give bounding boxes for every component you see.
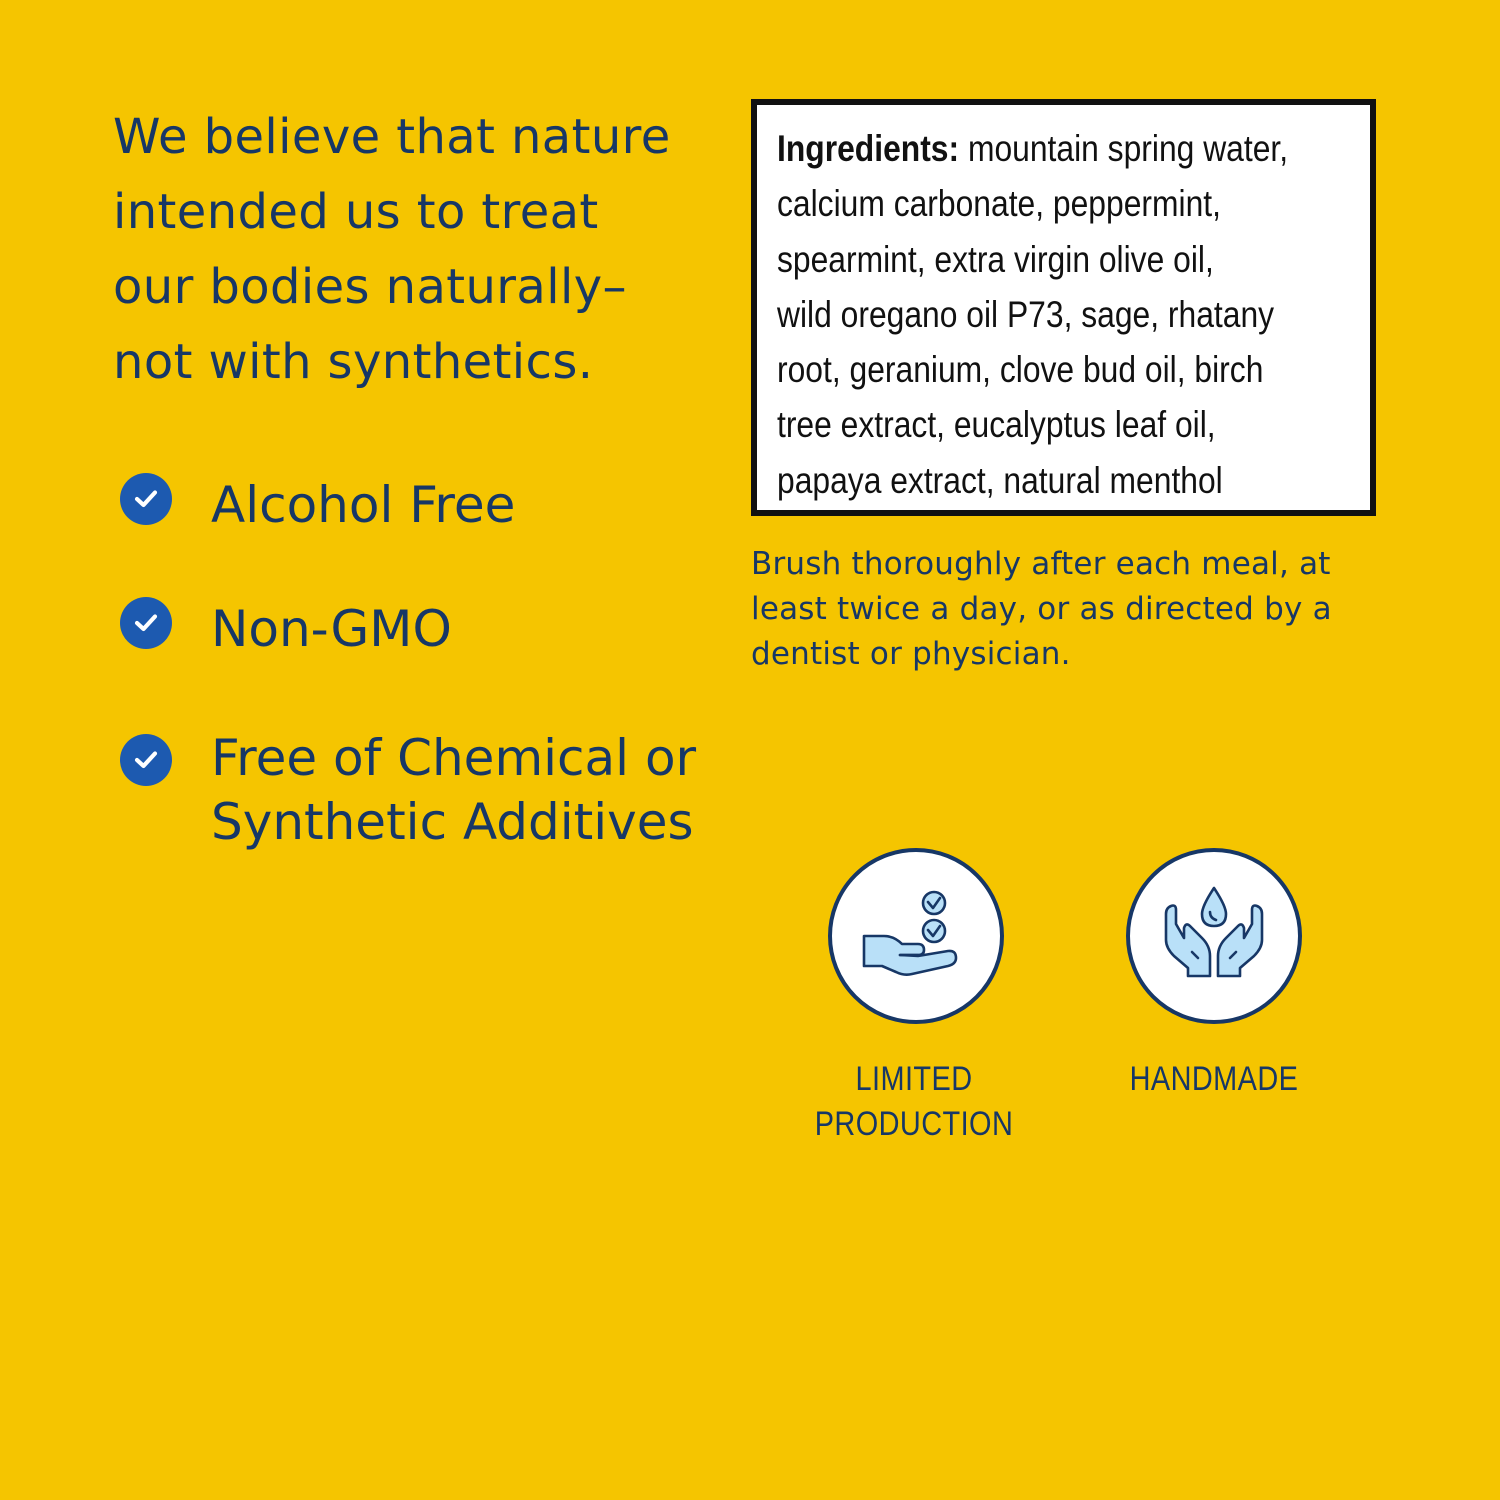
feature-label-line: Synthetic Additives bbox=[211, 793, 694, 851]
ingredients-line: root, geranium, clove bud oil, birch bbox=[777, 349, 1264, 391]
handmade-caption bbox=[1104, 1057, 1325, 1102]
ingredients-heading: Ingredients: bbox=[777, 128, 960, 169]
check-circle-icon bbox=[120, 597, 172, 649]
headline bbox=[113, 100, 713, 400]
check-circle-icon bbox=[120, 473, 172, 525]
handmade-badge bbox=[1126, 848, 1302, 1024]
ingredients-line: tree extract, eucalyptus leaf oil, bbox=[777, 404, 1216, 446]
hands-with-drop-icon bbox=[1154, 876, 1274, 996]
directions-line: dentist or physician. bbox=[751, 636, 1071, 672]
feature-free-of-additives bbox=[120, 726, 740, 854]
limited-production-caption bbox=[804, 1057, 1025, 1147]
ingredients-line: papaya extract, natural menthol bbox=[777, 459, 1223, 501]
headline-line: our bodies naturally– bbox=[113, 259, 627, 315]
ingredients-text bbox=[777, 121, 1289, 508]
ingredients-line-text: mountain spring water, bbox=[959, 128, 1289, 169]
badge-caption-line: HANDMADE bbox=[1129, 1060, 1299, 1098]
limited-production-badge bbox=[828, 848, 1004, 1024]
check-circle-icon bbox=[120, 734, 172, 786]
ingredients-line: spearmint, extra virgin olive oil, bbox=[777, 238, 1214, 280]
feature-label-line: Non-GMO bbox=[211, 600, 452, 658]
feature-non-gmo bbox=[120, 597, 740, 661]
ingredients-line: wild oregano oil P73, sage, rhatany bbox=[777, 293, 1275, 335]
feature-alcohol-free bbox=[120, 473, 740, 537]
ingredients-line: calcium carbonate, peppermint, bbox=[777, 183, 1221, 225]
directions-line: Brush thoroughly after each meal, at bbox=[751, 546, 1331, 582]
ingredients-line bbox=[777, 121, 1289, 176]
feature-label bbox=[211, 473, 515, 537]
ingredients-panel bbox=[751, 99, 1376, 516]
directions-text bbox=[751, 542, 1391, 677]
feature-label bbox=[211, 726, 696, 854]
directions-line: least twice a day, or as directed by a bbox=[751, 591, 1332, 627]
hand-with-leaves-icon bbox=[856, 876, 976, 996]
feature-label bbox=[211, 597, 452, 661]
headline-line: not with synthetics. bbox=[113, 334, 594, 390]
feature-label-line: Alcohol Free bbox=[211, 476, 516, 534]
badge-caption-line: PRODUCTION bbox=[814, 1105, 1014, 1143]
feature-label-line: Free of Chemical or bbox=[211, 729, 697, 787]
headline-line: We believe that nature bbox=[113, 109, 671, 165]
headline-line: intended us to treat bbox=[113, 184, 599, 240]
badge-caption-line: LIMITED bbox=[855, 1060, 973, 1098]
